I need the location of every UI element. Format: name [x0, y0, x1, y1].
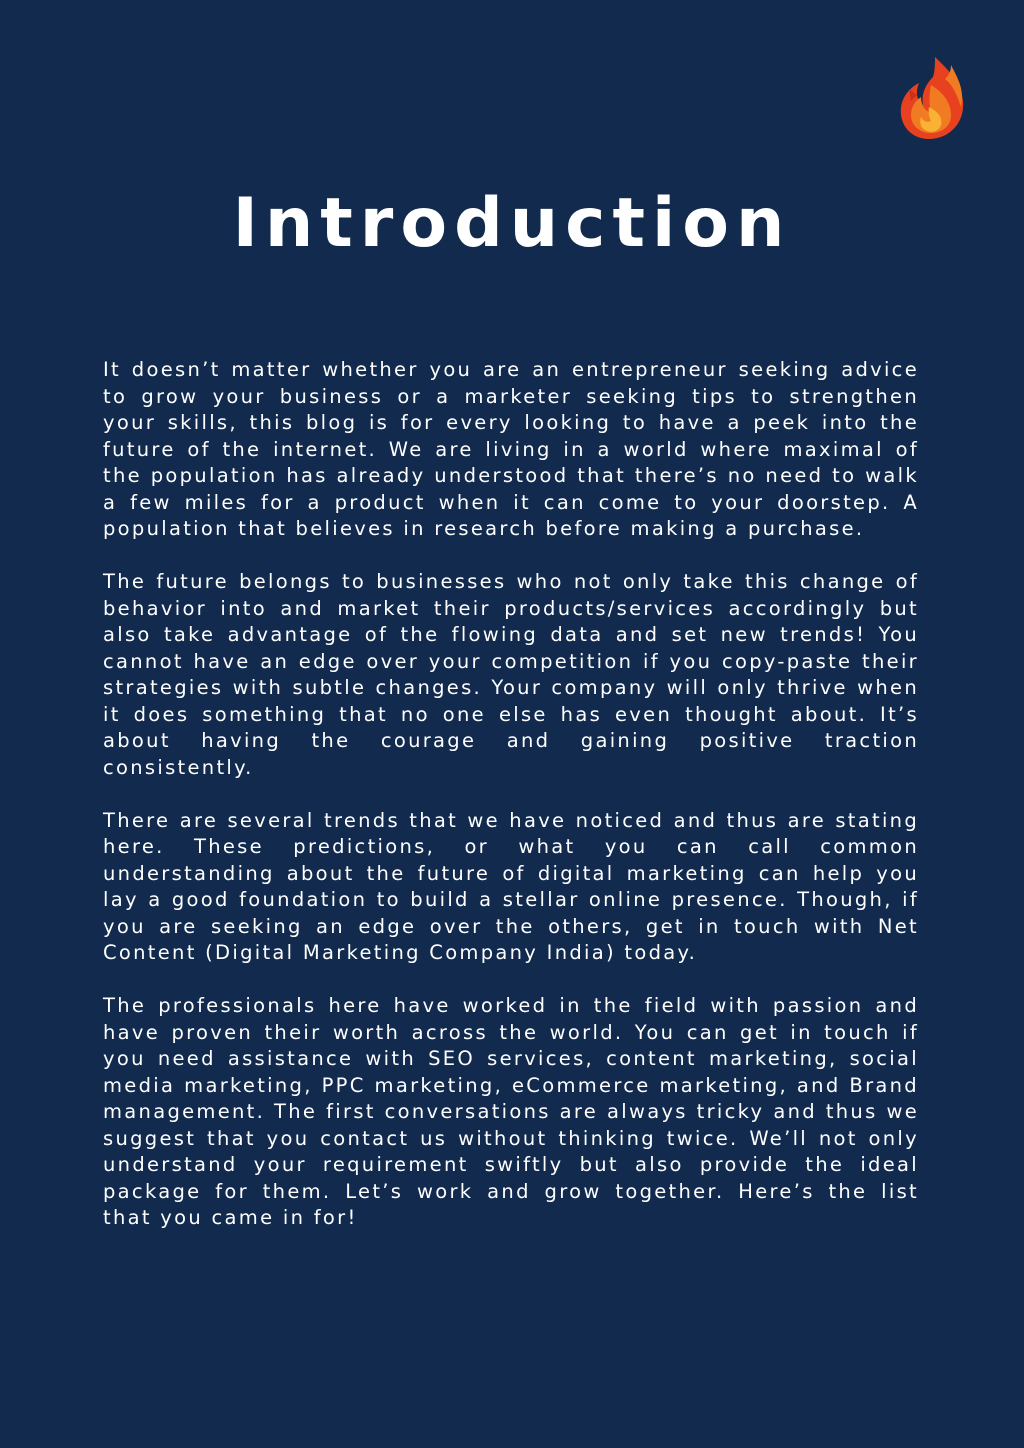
- paragraph: There are several trends that we have noticed and thus are stating here. These predictions, or what you can call common understanding about the future of digital marketing can help you lay a good foundation to build a stellar online presence. Though, if you are seeking an edge over the others, get in touch with Net Content (Digital Marketing Company India) today.: [103, 808, 919, 964]
- paragraph: The future belongs to businesses who not only take this change of behavior into and market their products/services accordingly but also take advantage of the flowing data and set new trends! You cannot have an edge over your competition if you copy-paste their strategies with subtle changes. Your company will only thrive when it does something that no one else has even thought about. It’s about having the courage and gaining positive traction consistently.: [103, 570, 919, 779]
- body-text: [103, 357, 919, 1258]
- flame-fox-logo-icon: [895, 55, 967, 143]
- paragraph: It doesn’t matter whether you are an entrepreneur seeking advice to grow your business or a marketer seeking tips to strengthen your skills, this blog is for every looking to have a peek into the future of the internet. We are living in a world where maximal of the population has already understood that there’s no need to walk a few miles for a product when it can come to your doorstep. A population that believes in research before making a purchase.: [103, 358, 919, 540]
- paragraph: The professionals here have worked in the field with passion and have proven their worth across the world. You can get in touch if you need assistance with SEO services, content marketing, social media marketing, PPC marketing, eCommerce marketing, and Brand management. The first conversations are always tricky and thus we suggest that you contact us without thinking twice. We’ll not only understand your requirement swiftly but also provide the ideal package for them. Let’s work and grow together. Here’s the list that you came in for!: [103, 994, 919, 1229]
- page-title: Introduction: [232, 184, 792, 263]
